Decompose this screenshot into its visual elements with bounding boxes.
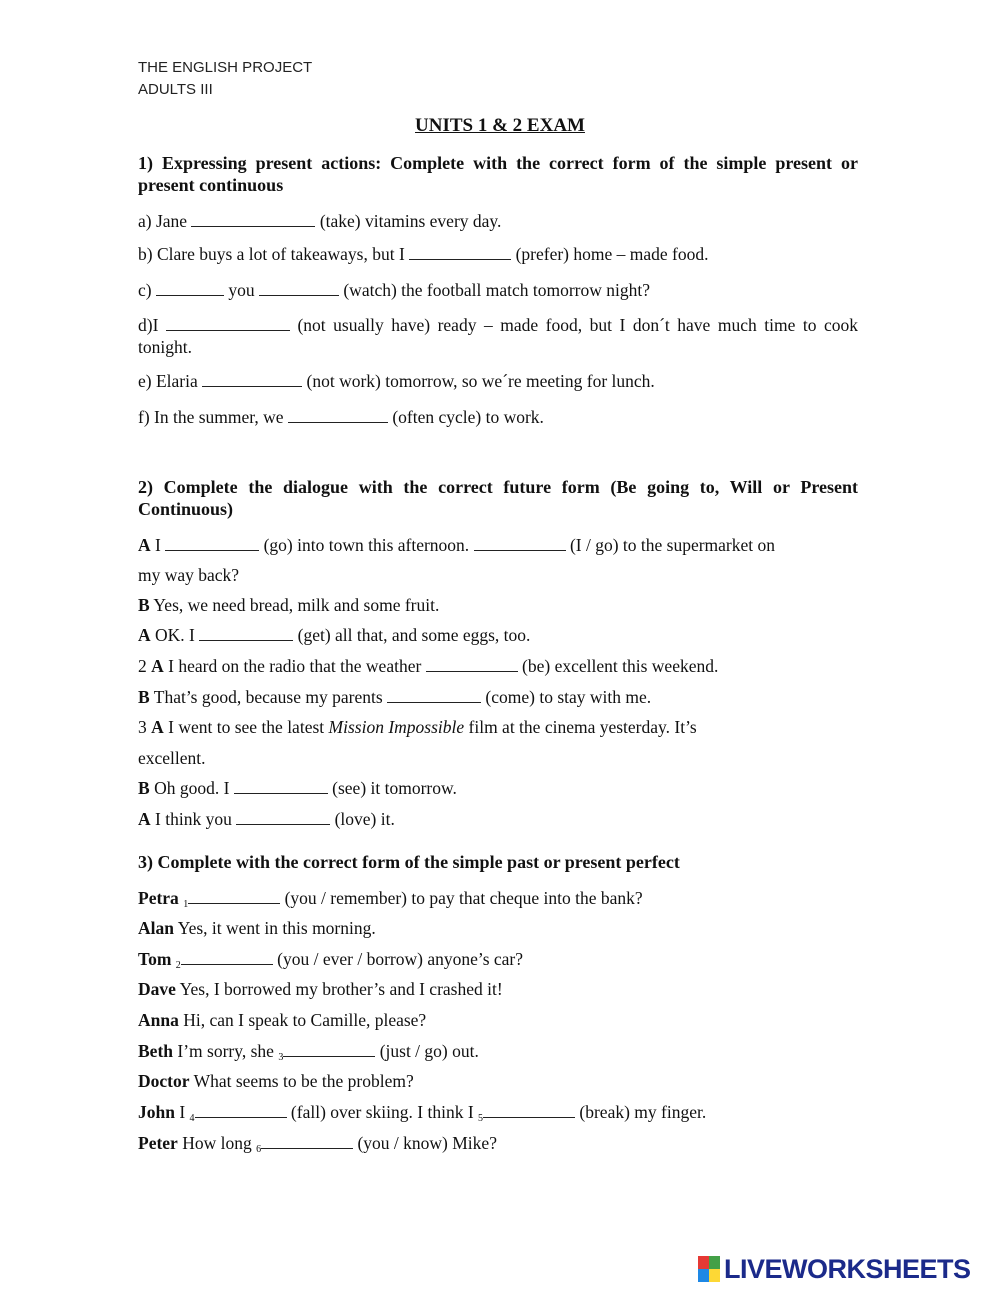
s1-item-a <box>138 210 858 232</box>
s2-line-6 <box>138 686 858 708</box>
s3-l5-speaker: Anna <box>138 1010 179 1030</box>
s2-l1-blank1[interactable] <box>165 535 259 551</box>
s1-item-d <box>138 314 858 358</box>
s2-l5-num: 2 <box>138 656 147 676</box>
s1-d-blank[interactable] <box>166 315 290 331</box>
s3-l9-t1: How long <box>182 1133 252 1153</box>
s3-l3-speaker: Tom <box>138 949 172 969</box>
s3-l8-t3: (break) my finger. <box>579 1102 707 1122</box>
s2-l5-speaker: A <box>151 656 164 676</box>
s2-l10-speaker: A <box>138 809 151 829</box>
s3-l9-speaker: Peter <box>138 1133 178 1153</box>
s1-b-pre: b) Clare buys a lot of takeaways, but I <box>138 244 405 264</box>
s3-l3-text: (you / ever / borrow) anyone’s car? <box>277 949 524 969</box>
s2-line-1 <box>138 534 858 556</box>
s1-a-post: (take) vitamins every day. <box>319 211 502 231</box>
liveworksheets-wordmark: LIVEWORKSHEETS <box>724 1253 971 1284</box>
s1-a-pre: a) Jane <box>138 211 188 231</box>
s2-l1-blank2[interactable] <box>474 535 566 551</box>
s3-l4-text: Yes, I borrowed my brother’s and I crashed it! <box>179 979 503 999</box>
s2-l6-t1: That’s good, because my parents <box>153 687 383 707</box>
s3-l8-num1: 4 <box>189 1113 195 1124</box>
s2-l2-text: my way back? <box>138 565 240 585</box>
s1-f-pre: f) In the summer, we <box>138 407 284 427</box>
s2-line-9 <box>138 777 858 799</box>
s3-l1-text: (you / remember) to pay that cheque into the bank? <box>284 888 643 908</box>
s2-line-3 <box>138 594 858 616</box>
s3-line-3 <box>138 948 858 977</box>
s3-l8-blank1[interactable] <box>195 1102 287 1118</box>
s2-line-2 <box>138 564 858 586</box>
liveworksheets-logo[interactable] <box>698 1254 971 1284</box>
s2-l10-t1: I think you <box>155 809 232 829</box>
s1-c-mid: you <box>228 280 255 300</box>
s2-l10-blank[interactable] <box>236 809 330 825</box>
s2-l5-blank[interactable] <box>426 656 518 672</box>
s3-l8-num2: 5 <box>478 1113 484 1124</box>
s3-line-5 <box>138 1009 858 1031</box>
s3-l6-speaker: Beth <box>138 1041 173 1061</box>
s2-l4-speaker: A <box>138 625 151 645</box>
s3-line-9 <box>138 1132 858 1161</box>
s3-l8-t2: (fall) over skiing. I think I <box>290 1102 474 1122</box>
s3-l4-speaker: Dave <box>138 979 176 999</box>
s3-l6-num: 3 <box>278 1052 284 1063</box>
s3-l6-t1: I’m sorry, she <box>177 1041 274 1061</box>
liveworksheets-icon <box>698 1256 720 1282</box>
logo-square-yellow <box>709 1269 720 1282</box>
s2-l8-text: excellent. <box>138 748 206 768</box>
s2-line-8 <box>138 747 858 769</box>
s3-line-8 <box>138 1101 858 1130</box>
s2-l1-speaker: A <box>138 535 151 555</box>
s3-l1-num: 1 <box>183 899 189 910</box>
s1-f-post: (often cycle) to work. <box>392 407 544 427</box>
s3-l9-t2: (you / know) Mike? <box>357 1133 497 1153</box>
s3-l7-text: What seems to be the problem? <box>193 1071 414 1091</box>
s1-e-pre: e) Elaria <box>138 371 198 391</box>
s3-l6-t2: (just / go) out. <box>379 1041 479 1061</box>
s2-l9-t2: (see) it tomorrow. <box>332 778 457 798</box>
s3-line-6 <box>138 1040 858 1069</box>
section1-heading: 1) Expressing present actions: Complete with the correct form of the simple present or present continuous <box>138 153 858 195</box>
s1-e-blank[interactable] <box>202 371 302 387</box>
s2-l9-blank[interactable] <box>234 778 328 794</box>
s2-l1-t1: I <box>155 535 161 555</box>
section3-heading: 3) Complete with the correct form of the simple past or present perfect <box>138 852 680 872</box>
s3-l8-speaker: John <box>138 1102 175 1122</box>
s2-l9-speaker: B <box>138 778 150 798</box>
s1-item-b <box>138 243 858 265</box>
s2-l7-num: 3 <box>138 717 147 737</box>
s2-l10-t2: (love) it. <box>334 809 395 829</box>
s1-item-e <box>138 370 858 392</box>
s2-l5-t1: I heard on the radio that the weather <box>168 656 422 676</box>
s2-l5-t2: (be) excellent this weekend. <box>522 656 719 676</box>
s2-l4-t1: OK. I <box>155 625 195 645</box>
s2-l4-t2: (get) all that, and some eggs, too. <box>297 625 531 645</box>
s3-l9-blank[interactable] <box>261 1133 353 1149</box>
logo-square-blue <box>698 1269 709 1282</box>
s2-l7-film-title: Mission Impossible <box>328 717 465 737</box>
s1-f-blank[interactable] <box>288 407 388 423</box>
s2-l7-speaker: A <box>151 717 164 737</box>
s2-line-5 <box>138 655 858 677</box>
s1-item-f <box>138 406 858 428</box>
header-project: THE ENGLISH PROJECT <box>138 59 313 76</box>
logo-square-red <box>698 1256 709 1269</box>
s3-l5-text: Hi, can I speak to Camille, please? <box>183 1010 427 1030</box>
s1-b-post: (prefer) home – made food. <box>515 244 709 264</box>
s1-c-pre: c) <box>138 280 152 300</box>
s2-line-10 <box>138 808 858 830</box>
s3-line-2 <box>138 917 858 939</box>
s3-l7-speaker: Doctor <box>138 1071 190 1091</box>
s1-b-blank[interactable] <box>409 244 511 260</box>
page-title: UNITS 1 & 2 EXAM <box>415 115 585 136</box>
s1-c-post: (watch) the football match tomorrow night? <box>343 280 651 300</box>
s3-l6-blank[interactable] <box>283 1041 375 1057</box>
s3-l1-blank[interactable] <box>188 888 280 904</box>
s2-line-4 <box>138 624 858 646</box>
s2-l3-text: Yes, we need bread, milk and some fruit. <box>153 595 440 615</box>
s1-d-post: (not usually have) ready – made food, but I don´t have much time to cook tonight. <box>138 315 858 357</box>
s3-line-4 <box>138 978 858 1000</box>
s2-l1-t2: (go) into town this afternoon. <box>263 535 470 555</box>
s2-l3-speaker: B <box>138 595 150 615</box>
s3-l2-speaker: Alan <box>138 918 174 938</box>
s3-l8-blank2[interactable] <box>483 1102 575 1118</box>
s2-l7-t1: I went to see the latest <box>168 717 325 737</box>
logo-square-green <box>709 1256 720 1269</box>
s3-l9-num: 6 <box>256 1144 262 1155</box>
s1-d-pre: d)I <box>138 315 159 335</box>
s3-l8-t1: I <box>179 1102 186 1122</box>
s1-c-blank1[interactable] <box>156 280 224 296</box>
s1-e-post: (not work) tomorrow, so we´re meeting for lunch. <box>306 371 655 391</box>
s3-l2-text: Yes, it went in this morning. <box>177 918 376 938</box>
s2-l6-blank[interactable] <box>387 687 481 703</box>
s3-l1-speaker: Petra <box>138 888 179 908</box>
s2-line-7 <box>138 716 858 738</box>
s3-line-7 <box>138 1070 858 1092</box>
s3-line-1 <box>138 887 858 916</box>
header-level: ADULTS III <box>138 81 213 98</box>
s2-l4-blank[interactable] <box>199 625 293 641</box>
s2-l6-t2: (come) to stay with me. <box>485 687 652 707</box>
s2-l1-t3: (I / go) to the supermarket on <box>569 535 776 555</box>
s2-l7-t2: film at the cinema yesterday. It’s <box>468 717 697 737</box>
s2-l6-speaker: B <box>138 687 150 707</box>
s2-l9-t1: Oh good. I <box>154 778 230 798</box>
s1-a-blank[interactable] <box>191 211 315 227</box>
s3-l3-num: 2 <box>175 960 181 971</box>
s3-l3-blank[interactable] <box>181 949 273 965</box>
s1-c-blank2[interactable] <box>259 280 339 296</box>
s1-item-c <box>138 279 858 301</box>
section2-heading: 2) Complete the dialogue with the correct future form (Be going to, Will or Present Continuous) <box>138 477 858 519</box>
